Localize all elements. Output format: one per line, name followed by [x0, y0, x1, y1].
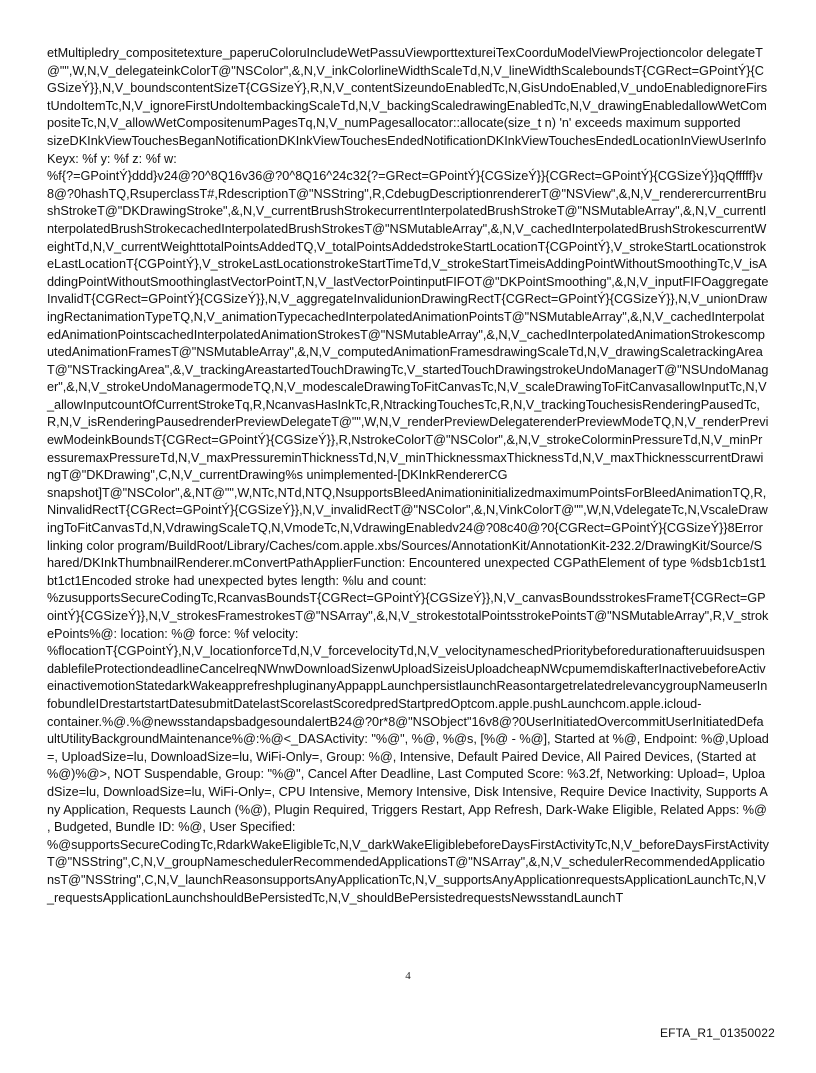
document-body	[47, 45, 769, 907]
paragraph: %f{?=GPointÝ}ddd}v24@?0^8Q16v36@?0^8Q16^24c32{?=GRect=GPointÝ}{CGSizeÝ}}{CGRect=GPointÝ}{CGSizeÝ}}qQfffff}v8@?0hashTQ,RsuperclassT#,RdescriptionT@"NSString",R,CdebugDescriptionrendererT@"NSView",&,N,V_renderercurrentBrushStrokeT@"DKDrawingStroke",&,N,V_currentBrushStrokecurrentInterpolatedBrushStrokeT@"NSMutableArray",&,N,V_currentInterpolatedBrushStrokecachedInterpolatedBrushStrokesT@"NSMutableArray",&,N,V_cachedInterpolatedBrushStrokescurrentWeightTd,N,V_currentWeighttotalPointsAddedTQ,V_totalPointsAddedstrokeStartLocationT{CGPointÝ},V_strokeStartLocationstrokeLastLocationT{CGPointÝ},V_strokeLastLocationstrokeStartTimeTd,V_strokeStartTimeisAddingPointWithoutSmoothingTc,V_isAddingPointWithoutSmoothinglastVectorPointT,N,V_lastVectorPointinputFIFOT@"DKPointSmoothing",&,N,V_inputFIFOaggregateInvalidT{CGRect=GPointÝ}{CGSizeÝ}},N,V_aggregateInvalidunionDrawingRectT{CGRect=GPointÝ}{CGSizeÝ}},N,V_unionDrawingRectanimationTypeTQ,N,V_animationTypecachedInterpolatedAnimationPointsT@"NSMutableArray",&,N,V_cachedInterpolatedAnimationPointscachedInterpolatedAnimationStrokesT@"NSMutableArray",&,N,V_cachedInterpolatedAnimationStrokescomputedAnimationFramesT@"NSMutableArray",&,N,V_computedAnimationFramesdrawingScaleTd,N,V_drawingScaletrackingAreaT@"NSTrackingArea",&,V_trackingAreastartedTouchDrawingTc,V_startedTouchDrawingstrokeUndoManagerT@"NSUndoManager",&,N,V_strokeUndoManagermodeTQ,N,V_modescaleDrawingToFitCanvasTc,N,V_scaleDrawingToFitCanvasallowInputTc,N,V_allowInputcountOfCurrentStrokeTq,R,NcanvasHasInkTc,R,NtrackingTouchesTc,R,N,V_trackingTouchesisRenderingPausedTc,R,N,V_isRenderingPausedrenderPreviewDelegateT@"",W,N,V_renderPreviewDelegaterenderPreviewModeTQ,N,V_renderPreviewModeinkBoundsT{CGRect=GPointÝ}{CGSizeÝ}},R,NstrokeColorT@"NSColor",&,N,V_strokeColorminPressureTd,N,V_minPressuremaxPressureTd,N,V_maxPressureminThicknessTd,N,V_minThicknessmaxThicknessTd,N,V_maxThicknesscurrentDrawingT@"DKDrawing",C,N,V_currentDrawing%s unimplemented-[DKInkRendererCG	[47, 169, 769, 483]
page-number: 4	[405, 970, 411, 982]
paragraph: %zusupportsSecureCodingTc,RcanvasBoundsT{CGRect=GPointÝ}{CGSizeÝ}},N,V_canvasBoundsstrokesFrameT{CGRect=GPointÝ}{CGSizeÝ}},N,V_strokesFramestrokesT@"NSArray",&,N,V_strokestotalPointsstrokePointsT@"NSMutableArray",R,V_strokePoints%@: location: %@ force: %f velocity:	[47, 591, 769, 641]
paragraph: container.%@.%@newsstandapsbadgesoundalertB24@?0r*8@"NSObject"16v8@?0UserInitiatedOvercommitUserInitiatedDefaultUtilityBackgroundMaintenance%@:%@<_DASActivity: "%@", %@, %@s, [%@ - %@], Started at %@, Endpoint: %@,Upload=, UploadSize=lu, DownloadSize=lu, WiFi-Only=, Group: %@, Intensive, Default Paired Device, All Paired Devices, (Started at %@)%@>, NOT Suspendable, Group: "%@", Cancel After Deadline, Last Computed Score: %3.2f, Networking: Upload=, UploadSize=lu, DownloadSize=lu, WiFi-Only=, CPU Intensive, Memory Intensive, Disk Intensive, Require Device Inactivity, Supports Any Application, Requests Launch (%@), Plugin Required, Triggers Restart, App Refresh, Dark-Wake Eligible, Related Apps: %@ , Budgeted, Bundle ID: %@, User Specified:	[47, 714, 769, 835]
paragraph: %flocationT{CGPointÝ},N,V_locationforceTd,N,V_forcevelocityTd,N,V_velocitynameschedPrioritybeforedurationafteruuidsuspendablefileProtectiondeadlineCancelreqNWnwDownloadSizenwUploadSizeisUploadcheapNWcpumemdiskafterInactivebeforeActiveinactivemotionStatedarkWakeapprefreshpluginanyAppappLaunchpersistlaunchReasontargetrelatedrelevancygroupNameuserInfobundleIDrestartstartDatesubmitDatelastScorelastScoredpredStartpredOptcom.apple.pushLaunchcom.apple.icloud-	[47, 644, 768, 711]
paragraph: sizeDKInkViewTouchesBeganNotificationDKInkViewTouchesEndedNotificationDKInkViewTouchesEndedLocationInViewUserInfoKeyx: %f y: %f z: %f w:	[47, 133, 767, 166]
document-id: EFTA_R1_01350022	[659, 1026, 775, 1040]
paragraph: snapshot]T@"NSColor",&,NT@"",W,NTc,NTd,NTQ,NsupportsBleedAnimationinitializedmaximumPointsForBleedAnimationTQ,R,NinvalidRectT{CGRect=GPointÝ}{CGSizeÝ}},N,V_invalidRectT@"NSColor",&,N,VinkColorT@"",W,N,VdelegateTc,N,VscaleDrawingToFitCanvasTd,N,VdrawingScaleTQ,N,VmodeTc,N,VdrawingEnabledv24@?08c40@?0{CGRect=GPointÝ}{CGSizeÝ}}8Error linking color program/BuildRoot/Library/Caches/com.apple.xbs/Sources/AnnotationKit/AnnotationKit-232.2/DrawingKit/Source/Shared/DKInkThumbnailRenderer.mConvertPathApplierFunction: Encountered unexpected CGPathElement of type %dsb1cb1st1bt1ct1Encoded stroke had unexpected bytes length: %lu and count:	[47, 485, 768, 588]
paragraph: etMultipledry_compositetexture_paperuColoruIncludeWetPassuViewporttextureiTexCoorduModelViewProjectioncolor delegateT@"",W,N,V_delegateinkColorT@"NSColor",&,N,V_inkColorlineWidthScaleTd,N,V_lineWidthScaleboundsT{CGRect=GPointÝ}{CGSizeÝ}},N,V_boundscontentSizeT{CGSizeÝ},R,N,V_contentSizeundoEnabledTc,N,GisUndoEnabled,V_undoEnabledignoreFirstUndoItemTc,N,V_ignoreFirstUndoItembackingScaleTd,N,V_backingScaledrawingEnabledTc,N,V_drawingEnabledallowWetCompositeTc,N,V_allowWetCompositenumPagesTq,N,V_numPagesallocator::allocate(size_t n) 'n' exceeds maximum supported	[47, 46, 768, 131]
paragraph: %@supportsSecureCodingTc,RdarkWakeEligibleTc,N,V_darkWakeEligiblebeforeDaysFirstActivityTc,N,V_beforeDaysFirstActivityT@"NSString",C,N,V_groupNameschedulerRecommendedApplicationsT@"NSArray",&,N,V_schedulerRecommendedApplicationsT@"NSString",C,N,V_launchReasonsupportsAnyApplicationTc,N,V_supportsAnyApplicationrequestsApplicationLaunchTc,N,V_requestsApplicationLaunchshouldBePersistedTc,N,V_shouldBePersistedrequestsNewsstandLaunchT	[47, 837, 769, 905]
